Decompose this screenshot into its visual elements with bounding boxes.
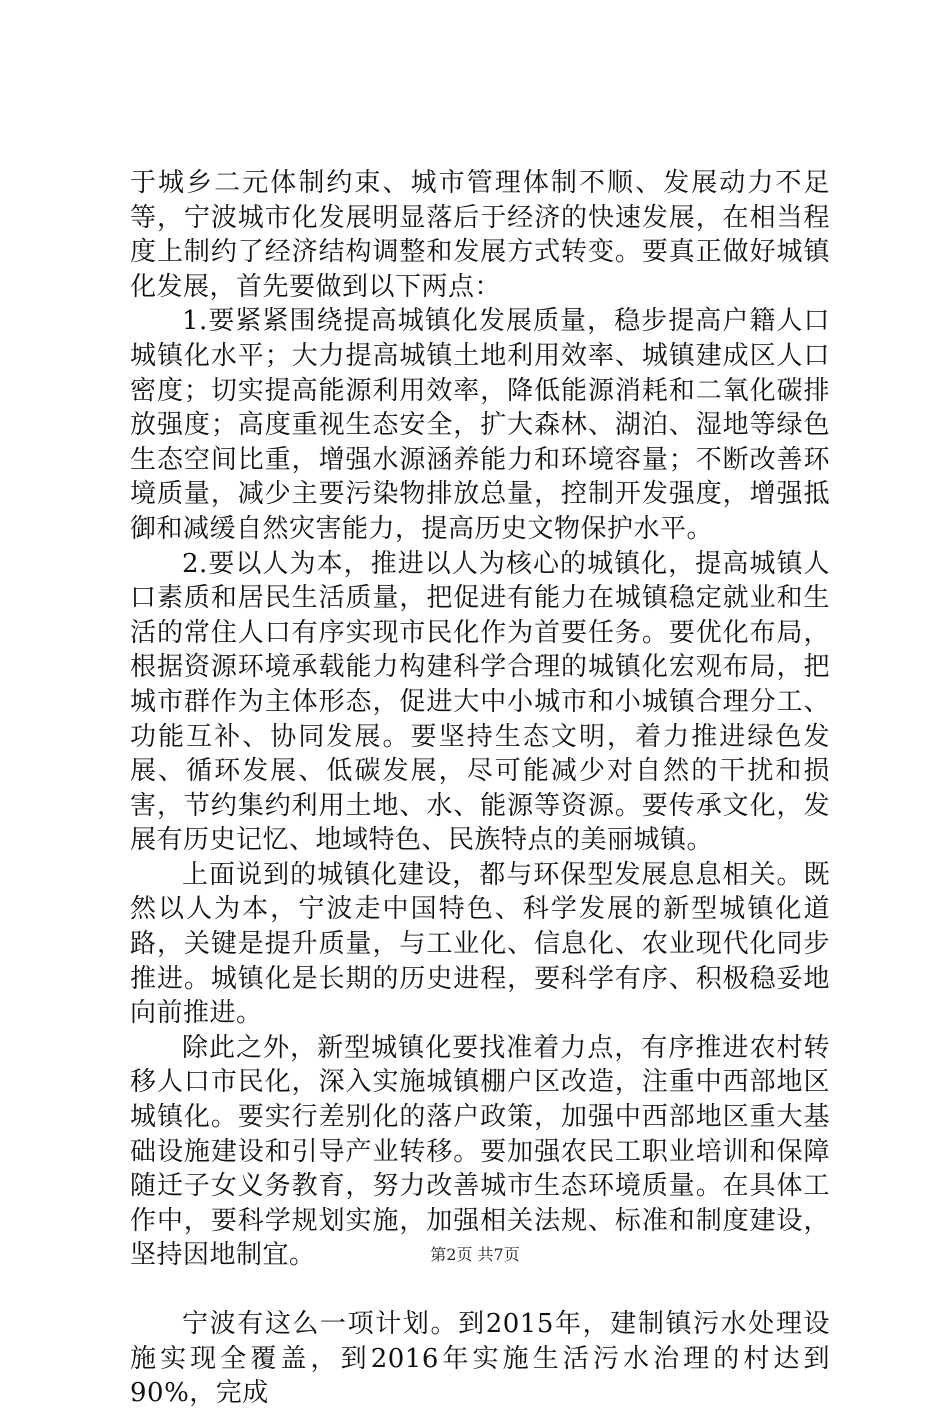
paragraph-besides: 除此之外，新型城镇化要找准着力点，有序推进农村转移人口市民化，深入实施城镇棚户区改造，注重中西部地区城镇化。要实行差别化的落户政策，加强中西部地区重大基础设施建设和引导产业转移。要加强农民工职业培训和保障随迁子女义务教育，努力改善城市生态环境质量。在具体工作中，要科学规划实施，加强相关法规、标准和制度建设，坚持因地制宜。 <box>130 1032 830 1271</box>
paragraph-point-1: 1.要紧紧围绕提高城镇化发展质量，稳步提高户籍人口城镇化水平；大力提高城镇土地利用效率、城镇建成区人口密度；切实提高能源利用效率，降低能源消耗和二氧化碳排放强度；高度重视生态安全，扩大森林、湖泊、湿地等绿色生态空间比重，增强水源涵养能力和环境容量；不断改善环境质量，减少主要污染物排放总量，控制开发强度，增强抵御和减缓自然灾害能力，提高历史文物保护水平。 <box>130 306 830 544</box>
paragraph-ningbo-plan: 宁波有这么一项计划。到2015年，建制镇污水处理设施实现全覆盖，到2016年实施生活污水治理的村达到90%，完成 <box>130 1309 830 1409</box>
paragraph-point-2: 2.要以人为本，推进以人为核心的城镇化，提高城镇人口素质和居民生活质量，把促进有能力在城镇稳定就业和生活的常住人口有序实现市民化作为首要任务。要优化布局，根据资源环境承载能力构建科学合理的城镇化宏观布局，把城市群作为主体形态，促进大中小城市和小城镇合理分工、功能互补、协同发展。要坚持生态文明，着力推进绿色发展、循环发展、低碳发展，尽可能减少对自然的干扰和损害，节约集约利用土地、水、能源等资源。要传承文化，发展有历史记忆、地域特色、民族特点的美丽城镇。 <box>130 548 830 856</box>
page-footer: 第2页 共7页 <box>430 1245 520 1264</box>
paragraph-environment: 上面说到的城镇化建设，都与环保型发展息息相关。既然以人为本，宁波走中国特色、科学发展的新型城镇化道路，关键是提升质量，与工业化、信息化、农业现代化同步推进。城镇化是长期的历史进程，要科学有序、积极稳妥地向前推进。 <box>130 859 830 1029</box>
paragraph-continuation: 于城乡二元体制约束、城市管理体制不顺、发展动力不足等，宁波城市化发展明显落后于经济的快速发展，在相当程度上制约了经济结构调整和发展方式转变。要真正做好城镇化发展，首先要做到以下两点： <box>130 168 830 302</box>
document-body <box>130 166 830 1411</box>
paragraph-gap <box>130 1273 830 1307</box>
